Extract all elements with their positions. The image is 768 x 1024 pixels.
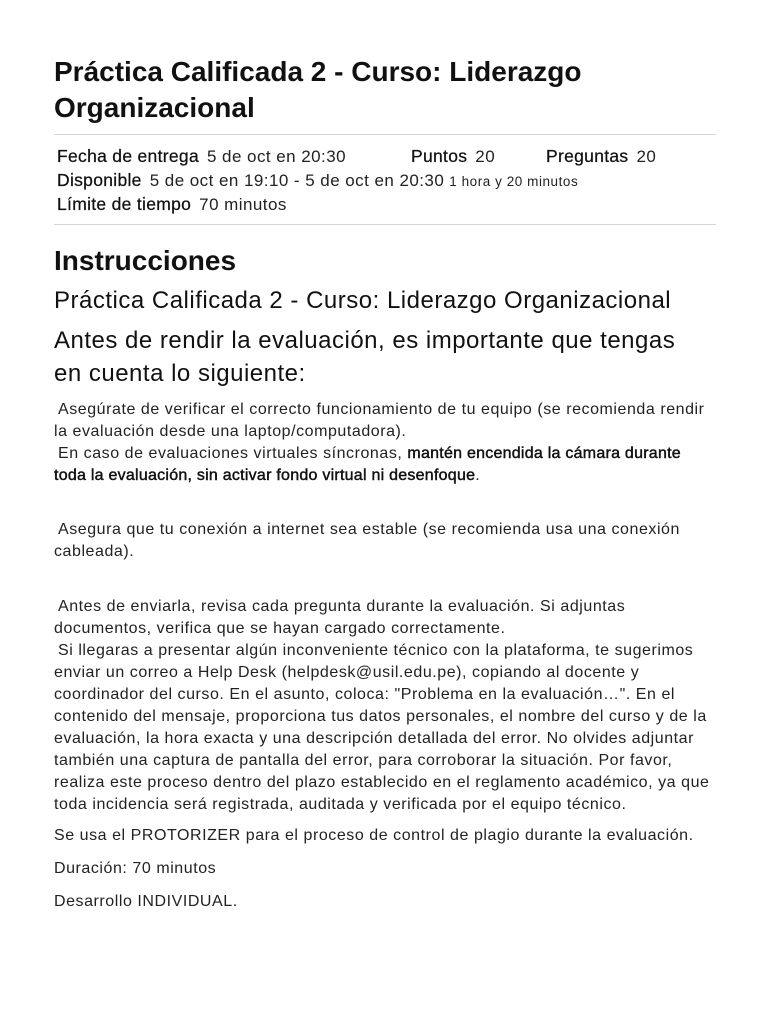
availability-duration: 1 hora y 20 minutos xyxy=(449,174,579,189)
support-line-2-before: enviar un correo a Help Desk ( xyxy=(54,664,288,681)
quiz-title: Práctica Calificada 2 - Curso: Liderazgo Organizacional xyxy=(54,56,582,123)
camera-line-1-emphasis: mantén encendida la cámara durante xyxy=(407,445,681,462)
support-line-2 xyxy=(54,662,716,684)
review-line-1: Antes de enviarla, revisa cada pregunta durante la evaluación. Si adjuntas xyxy=(58,598,626,615)
points-label: Puntos xyxy=(411,146,468,166)
details-row-available xyxy=(54,168,716,192)
helpdesk-email: helpdesk@usil.edu.pe xyxy=(287,664,457,681)
due-date-value: 5 de oct en 20:30 xyxy=(206,147,347,166)
intro-line-2: en cuenta lo siguiente: xyxy=(54,360,306,387)
instructions-heading: Instrucciones xyxy=(54,245,237,276)
camera-line-1 xyxy=(54,443,716,465)
equipment-line-1: Asegúrate de verificar el correcto funcionamiento de tu equipo (se recomienda rendir xyxy=(58,401,705,418)
camera-line-2-emphasis: toda la evaluación, sin activar fondo virtual ni desenfoque xyxy=(54,467,476,484)
questions-value: 20 xyxy=(636,147,657,166)
connection-line-2: cableada). xyxy=(54,543,135,560)
points-value: 20 xyxy=(475,147,496,166)
equipment-and-camera-notes xyxy=(54,399,716,487)
quiz-details xyxy=(54,144,716,216)
details-divider xyxy=(54,224,716,225)
points xyxy=(411,144,495,169)
quiz-page xyxy=(54,0,716,913)
support-line-7: realiza este proceso dentro del plazo establecido en el reglamento académico, ya que xyxy=(54,774,710,791)
duration-note: Duración: 70 minutos xyxy=(54,860,217,877)
questions-label: Preguntas xyxy=(546,146,629,166)
support-line-1: Si llegaras a presentar algún inconveniente técnico con la plataforma, te sugerimos xyxy=(58,642,694,659)
review-and-support-notes xyxy=(54,596,716,816)
questions xyxy=(546,144,656,169)
instructions-subtitle: Práctica Calificada 2 - Curso: Liderazgo Organizacional xyxy=(54,287,672,314)
support-line-5: evaluación, la hora exacta y una descripción detallada del error. No olvides adjuntar xyxy=(54,730,694,747)
availability-value: 5 de oct en 19:10 - 5 de oct en 20:30 xyxy=(149,171,445,190)
camera-line-2 xyxy=(54,465,716,487)
support-line-4: contenido del mensaje, proporciona tus datos personales, el nombre del curso y de la xyxy=(54,708,707,725)
camera-line-2-text: . xyxy=(475,467,481,484)
connection-note xyxy=(54,519,716,563)
details-row-time-limit xyxy=(54,192,716,216)
details-row-due-points-questions xyxy=(54,144,716,168)
instructions-intro xyxy=(54,324,716,390)
time-limit xyxy=(57,192,287,217)
due-date xyxy=(57,144,346,169)
equipment-line-2: la evaluación desde una laptop/computadora). xyxy=(54,423,407,440)
time-limit-label: Límite de tiempo xyxy=(57,194,192,214)
support-line-8: toda incidencia será registrada, auditada y verificada por el equipo técnico. xyxy=(54,796,627,813)
support-line-2-after: ), copiando al docente y xyxy=(456,664,640,681)
due-date-label: Fecha de entrega xyxy=(57,146,199,166)
intro-line-1: Antes de rendir la evaluación, es importante que tengas xyxy=(54,327,676,354)
support-line-3: coordinador del curso. En el asunto, coloca: "Problema en la evaluación…". En el xyxy=(54,686,676,703)
mode-note: Desarrollo INDIVIDUAL. xyxy=(54,893,238,910)
review-line-2: documentos, verifica que se hayan cargado correctamente. xyxy=(54,620,506,637)
support-line-6: también una captura de pantalla del error, para corroborar la situación. Por favor, xyxy=(54,752,673,769)
availability-label: Disponible xyxy=(57,170,142,190)
header-divider xyxy=(54,134,716,135)
camera-line-1-text: En caso de evaluaciones virtuales síncronas, xyxy=(58,445,408,462)
connection-line-1: Asegura que tu conexión a internet sea estable (se recomienda usa una conexión xyxy=(58,521,680,538)
time-limit-value: 70 minutos xyxy=(199,195,287,214)
plagiarism-note: Se usa el PROTORIZER para el proceso de control de plagio durante la evaluación. xyxy=(54,827,694,844)
availability xyxy=(57,168,578,194)
